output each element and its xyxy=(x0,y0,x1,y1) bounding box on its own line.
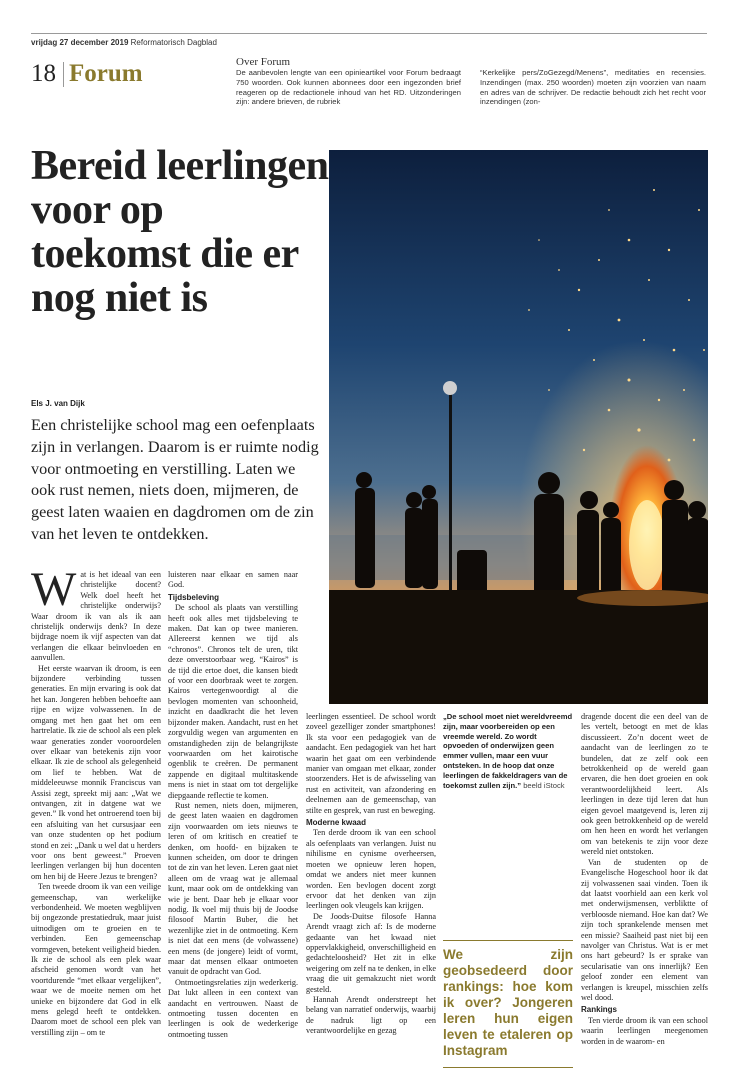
dateline xyxy=(31,38,217,47)
paragraph: Van de studenten op de Evangelische Hogeschool hoor ik dat zij volwassenen saai vinden. Toen ik dat laatst voorhield aan een kerk vol met onderwijsmensen, verbliktte of verbloosde niemand. Hoe kan dat? We zijn toch sprankelende mensen met een missie? Saaiheid past niet bij een navolger van Christus. Wat is er met ons hart gebeurd? Is er sprake van secularisatie van ons innerlijk? Een geloof zonder een element van verlangen is kreupel, misschien zelfs wel dood. xyxy=(581,857,708,1002)
paragraph: Ten derde droom ik van een school als oefenplaats van verlangen. Juist nu nihilisme en cynisme overheersen, moeten we opnieuw leren hopen, omdat we anders niet meer kunnen worden. Een bevlogen docent zorgt ervoor dat het denken van zijn leerlingen ook vleugels kan krijgen. xyxy=(306,828,436,911)
page-number: 18 xyxy=(31,60,56,87)
body-column-5 xyxy=(581,712,708,1047)
lead-paragraph: Een christelijke school mag een oefenplaats zijn in verlangen. Daarom is er ruimte nodig voor ontmoeting en verstilling. Laten we ook rust nemen, niets doen, mijmeren, de geest laten waaien en dagdromen om de zin van het leven te ontdekken. xyxy=(31,416,319,543)
header-rule xyxy=(31,33,707,34)
paper-name: Reformatorisch Dagblad xyxy=(130,38,217,47)
drop-cap: W xyxy=(31,563,77,616)
page-separator xyxy=(63,62,64,87)
body-column-1 xyxy=(31,563,161,1038)
paragraph: Hannah Arendt onderstreept het belang van narratief onderwijs, waarbij de nadruk ligt op een verantwoordelijke en gezag xyxy=(306,994,436,1036)
paragraph: Ten vierde droom ik van een school waarin leerlingen meegenomen worden in de waarom- en xyxy=(581,1015,708,1046)
caption-and-quote-column xyxy=(443,712,573,1068)
subheading-moderne-kwaad: Moderne kwaad xyxy=(306,818,367,828)
paragraph: leerlingen essentieel. De school wordt zoveel gezelliger zonder smartphones! Ik sta voor een pedagogiek van de aandacht. Een pedagogiek van het hart waarin het gaat om een verbindende manier van omgaan met elkaar, zonder stoorzenders. Het is de afwisseling van rust en activiteit, van afzondering en deelnemen aan de gemeenschap, van stilte en gesprek, van rust en beweging. xyxy=(306,712,436,815)
date: vrijdag 27 december 2019 xyxy=(31,38,129,47)
byline: Els J. van Dijk xyxy=(31,399,85,408)
paragraph: at is het ideaal van een christelijke docent? Welk doel heeft het christelijke onderwijs? Waar droom ik van als ik aan christelijk onderwijs denk? In deze bijdrage noem ik vijf aspecten van dat verlangen die elkaar beïnvloeden en aanvullen. xyxy=(31,570,161,663)
subheading-tijdsbeleving: Tijdsbeleving xyxy=(168,592,219,602)
paragraph: Het eerste waarvan ik droom, is een bijzondere verbinding tussen generaties. En mijn ervaring is ook dat het kan. Jongeren hebben behoefte aan rijpe en wijze volwassenen. In de omgang met hen gaat het om een hartrelatie. Ik zie de school als een plek waar generaties zonder vooroordelen over elkaar van betekenis zijn voor elkaar. Ik zie de school als gelegenheid om lief te hebben. Wat de middeleeuwse monnik Franciscus van Assisi zegt, spreekt mij aan: „Wat we ontvangen, zit in datgene wat we geven.” Ik vond het ontroerend toen bij een afsluiting van het cursusjaar een van onze studenten op het podium stond en zei: „Dank u wel dat u herders voor ons bent geweest.” Proeven leerlingen verlangen bij hun docenten om hen bij de Heere Jezus te brengen? xyxy=(31,663,161,881)
paragraph: Ontmoetingsrelaties zijn wederkerig. Dat lukt alleen in een context van aandacht en vertrouwen. Naast de ontmoeting tussen docenten en leerlingen is ook de wederkerige ontmoeting tussen xyxy=(168,977,298,1039)
pull-quote: We zijn geobsedeerd door rankings: hoe kom ik over? Jongeren leren hun eigen leven te etaleren op Instagram xyxy=(443,947,573,1059)
section-title: Forum xyxy=(69,60,143,87)
photo-credit: beeld iStock xyxy=(523,780,565,790)
paragraph: Ten tweede droom ik van een veilige gemeenschap, van werkelijke verbondenheid. We moeten wegblijven bij ongezonde prestatiedruk, maar juist uitnodigen om te groeien en te verbinden. Een gemeenschap vormgeven, betekent veiligheid bieden. Ik zie de school als een plek waar afscheid genomen wordt van het voortdurende “met elkaar vergelijken”, waar we de moeite nemen om het unieke en bijzondere dat God in elk mens gelegd heeft te ontdekken. Daarom moet de school een plek van verstilling zijn – om te xyxy=(31,882,161,1037)
bonfire-photo xyxy=(329,150,708,704)
quote-rule xyxy=(443,940,573,941)
bonfire-illustration xyxy=(329,150,708,704)
paragraph: dragende docent die een deel van de les vertelt, betoogt en met de klas discussieert. Zo’n docent weet de aandacht van de leerlingen zo te bundelen, dat ze zelf ook een betrokkenheid op de wereld gaan ervaren, die hen doet groeien en ook verantwoordelijkheid leert. Als leerlingen in deze tijd leren dat hun eigen gevoel maatgevend is, leren zij ook geen betrokkenheid op de wereld om hen heen en wordt het verlangen om van betekenis te zijn voor deze wereld niet ontstoken. xyxy=(581,712,708,857)
photo-caption xyxy=(443,712,573,790)
body-column-3 xyxy=(306,712,436,1037)
over-forum-text-2: “Kerkelijke pers/ZoGezegd/Menens”, meditaties en recensies. Inzendingen (max. 250 woorden) moeten zijn voorzien van naam en adres van de schrijver. De redactie behoudt zich het recht voor inzendingen (zon- xyxy=(480,68,706,107)
over-forum-title: Over Forum xyxy=(236,56,291,68)
paragraph: De school als plaats van verstilling heeft ook alles met tijdsbeleving te maken. Dat kan op twee manieren. Allereerst kennen we tijd als “chronos”. Chronos telt de uren, tikt deze onverstoorbaar weg. “Kairos” is de tijd die ertoe doet, die kansen biedt of voor een doorbraak weet te zorgen. Kairos vertegenwoordigt al die bevlogen momenten van schoonheid, inzicht en daadkracht die het leven bijzonder maken. Aandacht, rust en het zorgvuldig wegen van argumenten en omstandigheden zijn de belangrijkste voorwaarden om het kairotische ogenblik te creëren. De permanent zappende en digitaal multitaskende mens is niet in staat om tot dergelijke diepgaande reflectie te komen. xyxy=(168,603,298,800)
caption-text: „De school moet niet wereldvreemd zijn, maar voorbereiden op een vreemde wereld. Zo wordt opvoeden of onderwijzen geen emmer vullen, maar een vuur ontsteken. In de hoop dat onze leerlingen de fakkeldragers van de toekomst zullen zijn.” xyxy=(443,712,573,790)
headline: Bereid leerlingen voor op toekomst die er nog niet is xyxy=(31,143,329,321)
over-forum-text-1: De aanbevolen lengte van een opinieartikel voor Forum bedraagt 750 woorden. Ook kunnen abonnees door een ingezonden brief reageren op de redactionele inhoud van het RD. Uitzonderingen zijn: andere brieven, de rubriek xyxy=(236,68,461,107)
paragraph: Rust nemen, niets doen, mijmeren, de geest laten waaien en dagdromen zijn voorwaarden om iets nieuws te leren of om kritisch en creatief te denken, om hoofd- en bijzaken te kunnen scheiden, om door te dringen tot de zin van het leven. Leren gaat niet alleen om de vraag wat je allemaal kunt, maar ook om de ontdekking van wie je bent. Daar heb je elkaar voor nodig. Ik voel mij thuis bij de Joodse filosoof Martin Buber, die het wezenlijke ziet in de ontmoeting. Kern is niet dat een mens (de volwassene) een mens (de jongere) leidt of vormt, maar dat mensen elkaar ontmoeten vanuit de opdracht van God. xyxy=(168,800,298,977)
body-column-2 xyxy=(168,570,298,1040)
paragraph: luisteren naar elkaar en samen naar God. xyxy=(168,570,298,590)
paragraph: De Joods-Duitse filosofe Hanna Arendt vraagt zich af: Is de moderne gedaante van het kwaad niet oppervlakkigheid, onverschilligheid en gedachteloosheid? Het zit in elke weigering om zelf na te denken, in elke vraag die uit gemakzucht niet wordt gesteld. xyxy=(306,911,436,994)
subheading-rankings: Rankings xyxy=(581,1005,618,1015)
